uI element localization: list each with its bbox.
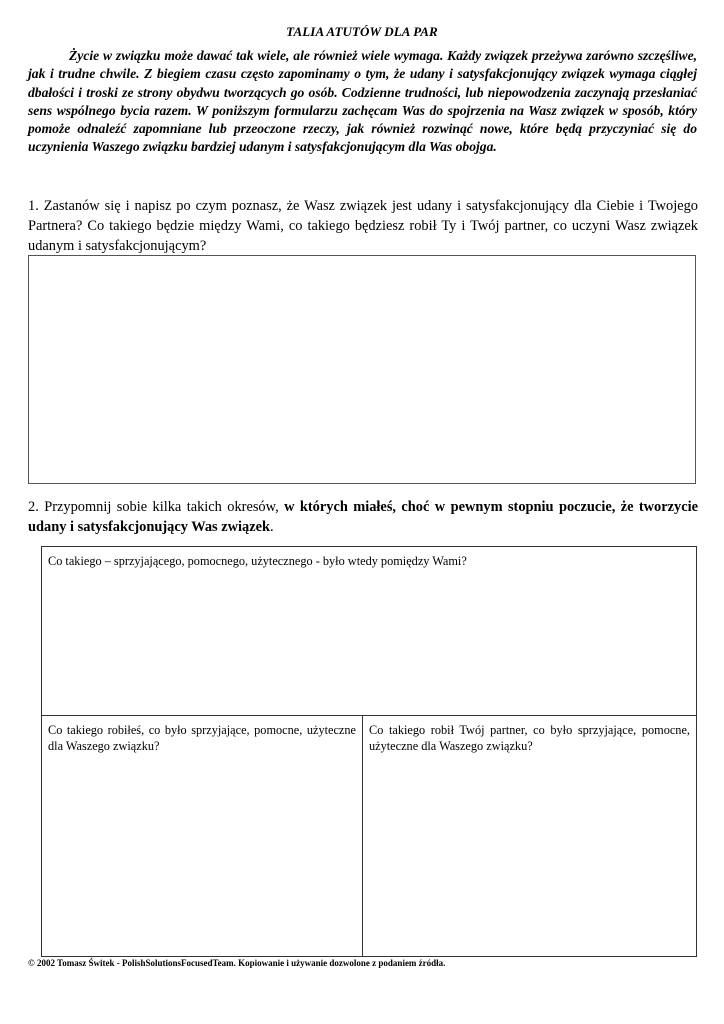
question-1: 1. Zastanów się i napisz po czym poznasz, że Wasz związek jest udany i satysfakcjonujący dla Ciebie i Twojego Partnera? Co takiego będzie między Wami, co takiego będziesz robił Ty i Twój partner, co uczyni Wasz związek udanym i satysfakcjonującym? [28, 198, 698, 254]
answer-cell-between-us[interactable] [42, 547, 696, 716]
answer-cell-partner[interactable] [363, 716, 696, 956]
question-2-bold: w których miałeś, choć w pewnym stopniu poczucie, że tworzycie udany i satysfakcjonujący Was związek [28, 499, 698, 535]
question-2-end: . [270, 519, 274, 535]
question-2-lead: 2. Przypomnij sobie kilka takich okresów, [28, 499, 285, 515]
question-2 [28, 497, 698, 537]
answer-cell-you[interactable] [42, 716, 363, 956]
answer-box-1[interactable] [28, 255, 696, 484]
cell-prompt-you: Co takiego robiłeś, co było sprzyjające, pomocne, użyteczne dla Waszego związku? [48, 723, 356, 753]
answer-table-2 [41, 546, 697, 957]
cell-prompt-partner: Co takiego robił Twój partner, co było sprzyjające, pomocne, użyteczne dla Waszego związku? [369, 723, 690, 753]
copyright-footer: © 2002 Tomasz Świtek - PolishSolutionsFocusedTeam. Kopiowanie i używanie dozwolone z podaniem źródła. [28, 958, 446, 968]
intro-paragraph: Życie w związku może dawać tak wiele, ale również wiele wymaga. Każdy związek przeżywa zarówno szczęśliwe, jak i trudne chwile. Z biegiem czasu często zapominamy o tym, że udany i satysfakcjonujący związek wymaga ciągłej dbałości i troski ze strony obydwu tworzących go osób. Codzienne trudności, lub niepowodzenia zaczynają przesłaniać sens wspólnego bycia razem. W poniższym formularzu zachęcam Was do spojrzenia na Wasz związek w sposób, który pomoże odnaleźć zapomniane lub przeoczone rzeczy, jak również rozwinąć nowe, które będą przyczyniać się do uczynienia Waszego związku bardziej udanym i satysfakcjonującym dla Was obojga. [28, 48, 697, 155]
page-title: TALIA ATUTÓW DLA PAR [286, 24, 438, 39]
cell-prompt-between-us: Co takiego – sprzyjającego, pomocnego, użytecznego - było wtedy pomiędzy Wami? [48, 554, 467, 568]
